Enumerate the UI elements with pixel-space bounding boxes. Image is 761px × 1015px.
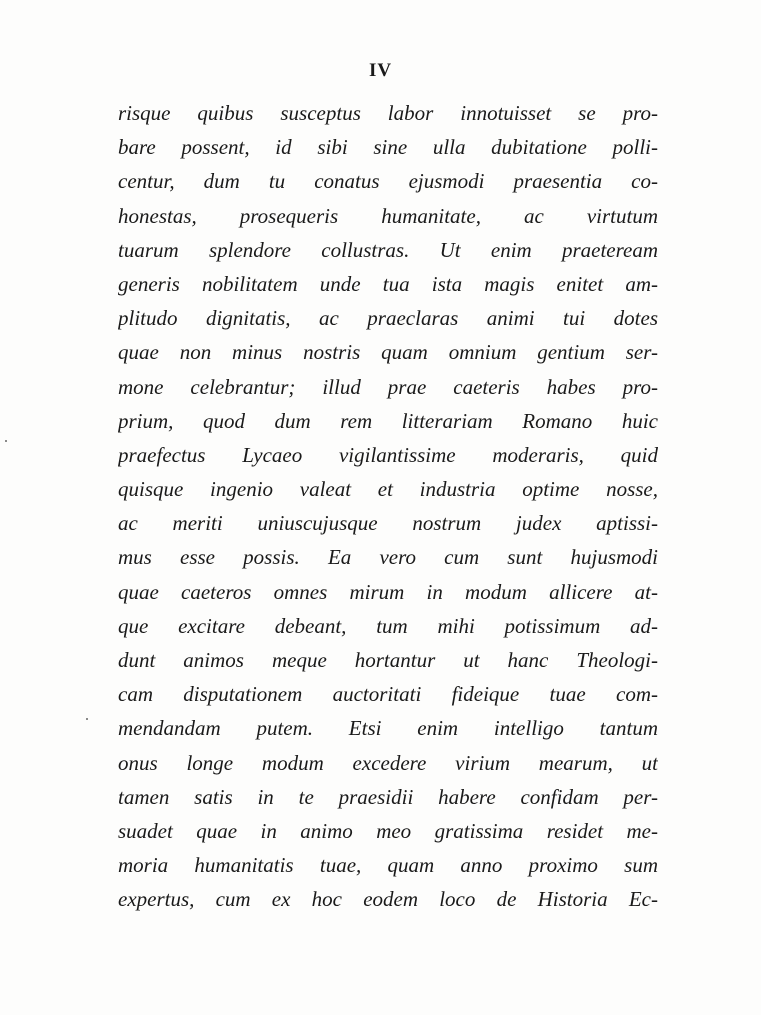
text-line: mus esse possis. Ea vero cum sunt hujusmodi	[118, 545, 658, 570]
paper-speck	[86, 718, 88, 720]
text-line: dunt animos meque hortantur ut hanc Theologi-	[118, 648, 658, 672]
text-line: onus longe modum excedere virium mearum, ut	[118, 750, 658, 775]
text-line: risque quibus susceptus labor innotuisset se pro-	[118, 101, 658, 125]
text-line: prium, quod dum rem litterariam Romano huic	[118, 408, 658, 433]
text-line: plitudo dignitatis, ac praeclaras animi tui dotes	[118, 306, 658, 331]
text-line: bare possent, id sibi sine ulla dubitatione polli-	[118, 135, 658, 160]
text-line: que excitare debeant, tum mihi potissimum ad-	[118, 613, 658, 638]
text-line: mendandam putem. Etsi enim intelligo tantum	[118, 716, 658, 741]
text-line: honestas, prosequeris humanitate, ac virtutum	[118, 203, 658, 228]
paper-speck	[5, 440, 7, 442]
text-line: moria humanitatis tuae, quam anno proximo sum	[118, 853, 658, 878]
text-line: quae caeteros omnes mirum in modum allicere at-	[118, 579, 658, 604]
text-line: centur, dum tu conatus ejusmodi praesentia co-	[118, 169, 658, 194]
page-number: IV	[368, 60, 393, 81]
text-line: generis nobilitatem unde tua ista magis enitet am-	[118, 271, 658, 296]
text-line: ac meriti uniuscujusque nostrum judex aptissi-	[118, 511, 658, 536]
text-line: mone celebrantur; illud prae caeteris habes pro-	[118, 374, 658, 399]
text-line: tamen satis in te praesidii habere confidam per-	[118, 784, 658, 809]
text-line: cam disputationem auctoritati fideique tuae com-	[118, 682, 658, 707]
text-line: quae non minus nostris quam omnium gentium ser-	[118, 340, 658, 365]
body-text	[118, 96, 658, 917]
text-line: praefectus Lycaeo vigilantissime moderaris, quid	[118, 442, 658, 467]
text-line: tuarum splendore collustras. Ut enim praeteream	[118, 237, 658, 262]
text-line: suadet quae in animo meo gratissima residet me-	[118, 818, 658, 843]
text-line: expertus, cum ex hoc eodem loco de Historia Ec-	[118, 887, 658, 912]
text-line: quisque ingenio valeat et industria optime nosse,	[118, 477, 658, 502]
